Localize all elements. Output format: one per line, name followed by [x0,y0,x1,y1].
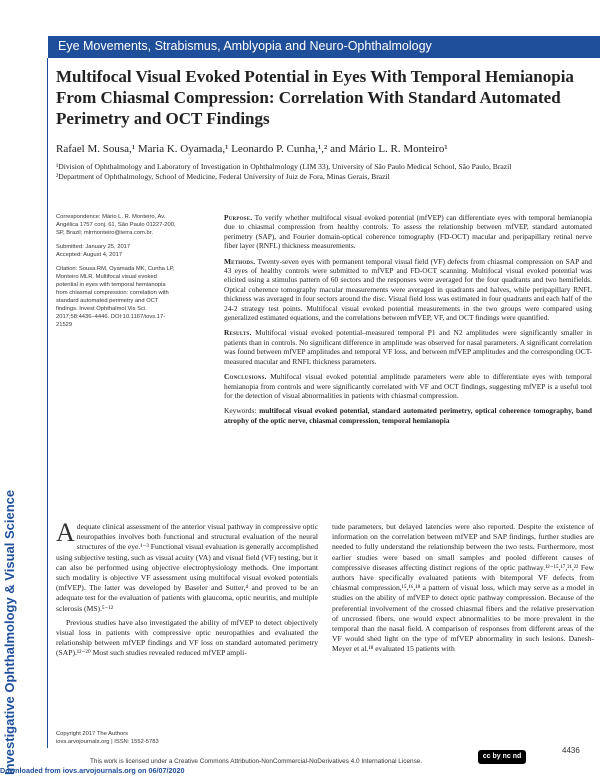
citation: Citation: Sousa RM, Oyamada MK, Cunha LP, Monteiro MLR. Multifocal visual evoked potential in eyes with temporal hemianopia from chiasmal compression: correlation with standard automated perimetry and OCT findings. Invest Ophthalmol Vis Sci. 2017;58:4436–4446. DOI:10.1167/iovs.17-21529 [56,266,175,328]
journal-vertical-title: Investigative Ophthalmology & Visual Science [2,489,17,775]
drop-cap: A [56,518,75,547]
accepted-date: Accepted: August 4, 2017 [56,252,123,258]
sidebar-meta [56,213,176,335]
results-label: Results. [224,328,252,338]
intro-paragraph-1: dequate clinical assessment of the anterior visual pathway in compressive optic neuropathies involves both functional and structural evaluation of the neural structures of the eye.¹⁻³ Functional visual evaluation is generally accomplished using subjective testing, such as visual acuity (VA) and visual field (VF) testing, but it can also be performed using objective electrophysiology methods. One important such modality is objective VF assessment using multifocal visual evoked potentials (mfVEP). The latter was developed by Baseler and Sutter,⁴ and proved to be an adequate test for the evaluation of patients with glaucoma, optic neuritis, and multiple sclerosis (MS).⁵⁻¹² [56,522,318,613]
intro-paragraph-2: Previous studies have also investigated the ability of mfVEP to detect objectively visual loss in patients with compressive optic neuropathies and evaluated the relationship between mfVEP findings and VF loss on standard automated perimetry (SAP).¹²⁻²⁰ Most such studies revealed reduced mfVEP ampli- [56,617,318,658]
left-rule [47,58,48,748]
methods-text: Twenty-seven eyes with permanent temporal visual field (VF) defects from chiasmal compression on SAP and 43 eyes of healthy controls were submitted to mfVEP and FD-OCT scanning. Multifocal visual evoked potential was elicited using a stimulus pattern of 60 sectors and the responses were averaged for the four quadrants and two hemifields. Optical coherence tomography macular measurements were averaged in quadrants and halves, while peripapillary RNFL thickness was averaged in four sectors around the disc. Visual field loss was estimated in four quadrants and each half of the 24-2 strategy test points. Multifocal visual evoked potential measurements in the two groups were compared using generalized estimated equations, and the correlations between mfVEP, VF, and OCT findings were quantified. [224,256,592,323]
correspondence: Correspondence: Mário L. R. Monteiro, Av. Angélica 1757 conj. 61, São Paulo 01227-200, SP, Brazil; mlrmonteiro@terra.com.br. [56,214,176,236]
author-list: Rafael M. Sousa,¹ Maria K. Oyamada,¹ Leonardo P. Cunha,¹,² and Mário L. R. Monteiro¹ [56,143,448,155]
affiliations [56,162,596,182]
download-stamp: Downloaded from iovs.arvojournals.org on 06/07/2020 [0,766,185,775]
conclusions-text: Multifocal visual evoked potential amplitude parameters were able to differentiate eyes with temporal hemianopia from controls and were significantly correlated with VF and OCT findings, suggesting mfVEP is a useful tool for the detection of visual abnormalities in patients with chiasmal compression. [224,372,592,400]
body-column-2 [332,522,594,659]
keywords-text: multifocal visual evoked potential, standard automated perimetry, optical coherence tomography, band atrophy of the optic nerve, chiasmal compression, temporal hemianopia [224,406,592,425]
copyright-block [56,730,159,746]
methods-label: Methods. [224,256,256,266]
submitted-date: Submitted: January 25, 2017 [56,244,131,250]
affiliation-2: ²Department of Ophthalmology, School of Medicine, Federal University of Juiz de Fora, Minas Gerais, Brazil [56,172,390,181]
cc-license-badge[interactable]: cc by nc nd [478,750,526,764]
purpose-text: To verify whether multifocal visual evoked potential (mfVEP) can differentiate eyes with temporal hemianopia due to chiasmal compression from healthy controls. To assess the relationship between mfVEP, standard automated perimetry (SAP), and Fourier domain-optical coherence tomography (FD-OCT) macular and peripapillary retinal nerve fiber layer (RNFL) thickness measurements. [224,213,592,251]
article-title: Multifocal Visual Evoked Potential in Eyes With Temporal Hemianopia From Chiasmal Compression: Correlation With Standard Automated Perimetry and OCT Findings [56,67,574,128]
copyright: Copyright 2017 The Authors [56,731,129,737]
journal-info: iovs.arvojournals.org | ISSN: 1552-5783 [56,739,159,745]
keywords-label: Keywords: [224,406,257,416]
page-number: 4436 [562,746,580,755]
body-column-1 [56,518,318,663]
affiliation-1: ¹Division of Ophthalmology and Laboratory of Investigation in Ophthalmology (LIM 33), University of São Paulo Medical School, São Paulo, Brazil [56,162,512,171]
abstract [224,213,592,431]
results-text: Multifocal visual evoked potential–measured temporal P1 and N2 amplitudes were significantly smaller in patients than in controls. No significant difference in amplitude was observed for nasal parameters. A significant correlation was found between mfVEP amplitudes and temporal VF loss, and between mfVEP amplitudes and the corresponding OCT-measured macular and RNFL thickness parameters. [224,328,592,366]
section-header: Eye Movements, Strabismus, Amblyopia and Neuro-Ophthalmology [58,39,432,53]
license-link[interactable]: This work is licensed under a Creative Commons Attribution-NonCommercial-NoDerivatives 4.0 International License. [90,758,423,765]
conclusions-label: Conclusions. [224,372,267,382]
purpose-label: Purpose. [224,213,253,222]
intro-paragraph-3: tude parameters, but delayed latencies were also reported. Despite the existence of information on the correlation between mfVEP and SAP findings, further studies are needed to fully understand the relationship between the two tests. Furthermore, most earlier studies were based on small samples and pooled different causes of compressive diseases affecting distinct regions of the optic pathway.¹²⁻¹⁵,¹⁷,²¹,²² Few authors have specifically evaluated patients with bitemporal VF defects from chiasmal compression,¹⁵,¹⁶,¹⁸ a pattern of visual loss, which may serve as a model in studies on the ability of mfVEP to detect optic pathway compression. Because of the preferential involvement of the crossed chiasmal fibers and the relative preservation of uncrossed fibers, one would expect abnormalities to be more prevalent in the temporal than the nasal field. A comparison of responses from different areas of the VF would shed light on the type of mfVEP abnormality in such lesions. Danesh-Meyer et al.¹⁸ evaluated 15 patients with [332,522,594,654]
